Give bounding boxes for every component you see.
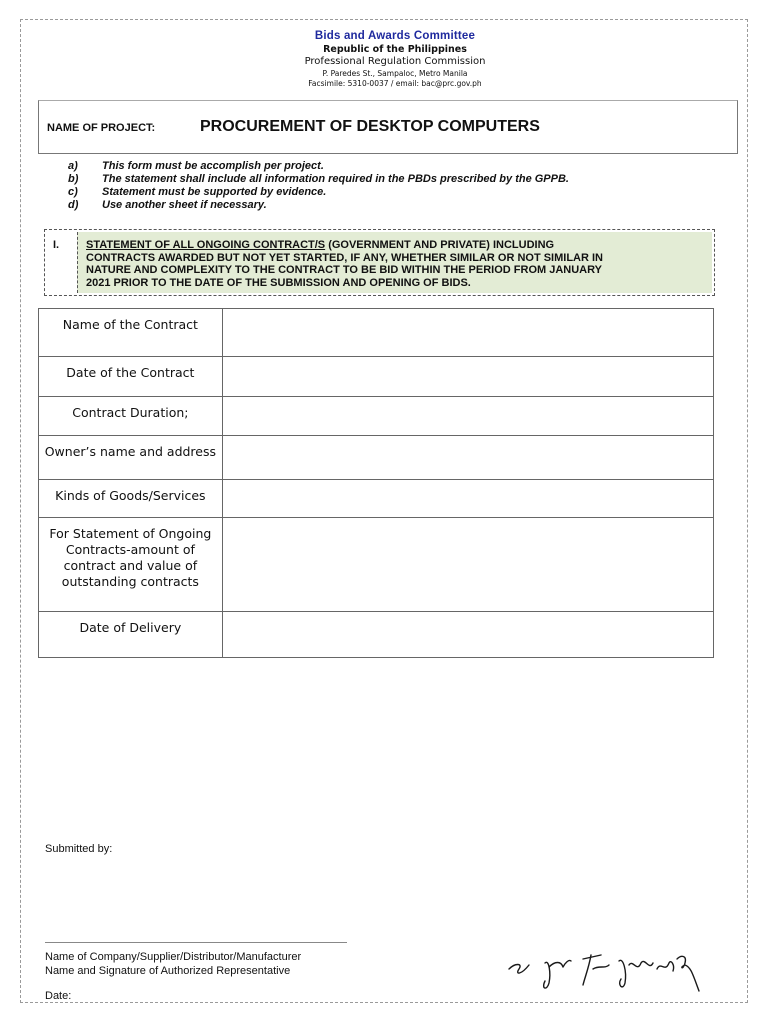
row-label: Contract Duration;	[39, 397, 223, 436]
republic-line: Republic of the Philippines	[323, 44, 467, 55]
contract-name-field[interactable]	[222, 309, 713, 357]
table-row	[39, 612, 714, 658]
instruction-marker: d)	[68, 199, 79, 211]
instruction-marker: a)	[68, 160, 78, 172]
statement-line-3: NATURE AND COMPLEXITY TO THE CONTRACT TO BE BID WITHIN THE PERIOD FROM JANUARY	[86, 264, 602, 277]
table-row	[39, 480, 714, 518]
instruction-marker: c)	[68, 186, 78, 198]
owner-field[interactable]	[222, 436, 713, 480]
table-row	[39, 309, 714, 357]
commission-name: Professional Regulation Commission	[304, 56, 486, 67]
instruction-text: This form must be accomplish per project.	[102, 160, 324, 172]
statement-box	[44, 229, 715, 296]
goods-services-field[interactable]	[222, 480, 713, 518]
contact-line: Facsimile: 5310-0037 / email: bac@prc.gov.ph	[308, 79, 482, 88]
delivery-date-field[interactable]	[222, 612, 713, 658]
contract-date-field[interactable]	[222, 357, 713, 397]
contract-duration-field[interactable]	[222, 397, 713, 436]
committee-name: Bids and Awards Committee	[314, 30, 476, 42]
address-line: P. Paredes St., Sampaloc, Metro Manila	[322, 69, 468, 78]
table-row	[39, 397, 714, 436]
row-label: Date of the Contract	[39, 357, 223, 397]
date-label: Date:	[45, 990, 72, 1002]
instructions-list	[68, 160, 569, 212]
instruction-marker: b)	[68, 173, 79, 185]
instruction-text: Use another sheet if necessary.	[102, 199, 267, 211]
statement-text	[86, 239, 702, 289]
row-label: Kinds of Goods/Services	[39, 480, 223, 518]
representative-label: Name and Signature of Authorized Representative	[45, 965, 291, 977]
statement-line-2: CONTRACTS AWARDED BUT NOT YET STARTED, IF ANY, WHETHER SIMILAR OR NOT SIMILAR IN	[86, 251, 603, 264]
table-row	[39, 436, 714, 480]
instruction-item	[68, 173, 569, 186]
section-number: I.	[53, 239, 60, 251]
row-label: Name of the Contract	[39, 309, 223, 357]
submitted-by-label: Submitted by:	[45, 843, 113, 855]
statement-line-1: (GOVERNMENT AND PRIVATE) INCLUDING	[325, 239, 555, 251]
table-row	[39, 518, 714, 612]
instruction-text: The statement shall include all information required in the PBDs prescribed by the GPPB.	[102, 173, 569, 185]
project-title: PROCUREMENT OF DESKTOP COMPUTERS	[200, 118, 540, 135]
statement-panel	[77, 232, 712, 293]
row-label: Owner’s name and address	[39, 436, 223, 480]
instruction-item	[68, 199, 569, 212]
table-row	[39, 357, 714, 397]
handwritten-signature	[505, 945, 715, 1005]
contract-details-table	[38, 308, 714, 658]
project-name-box	[38, 100, 738, 154]
project-label: NAME OF PROJECT:	[47, 122, 156, 134]
letterhead	[0, 30, 770, 88]
company-label: Name of Company/Supplier/Distributor/Manufacturer	[45, 951, 302, 963]
row-label: Date of Delivery	[39, 612, 223, 658]
statement-heading: STATEMENT OF ALL ONGOING CONTRACT/S	[86, 239, 326, 251]
signature-line	[45, 942, 347, 943]
instruction-text: Statement must be supported by evidence.	[102, 186, 327, 198]
row-label: For Statement of Ongoing Contracts-amount of contract and value of outstanding contracts	[39, 518, 223, 612]
instruction-item	[68, 186, 569, 199]
instruction-item	[68, 160, 569, 173]
statement-line-4: 2021 PRIOR TO THE DATE OF THE SUBMISSION AND OPENING OF BIDS.	[86, 276, 471, 289]
contract-amount-field[interactable]	[222, 518, 713, 612]
